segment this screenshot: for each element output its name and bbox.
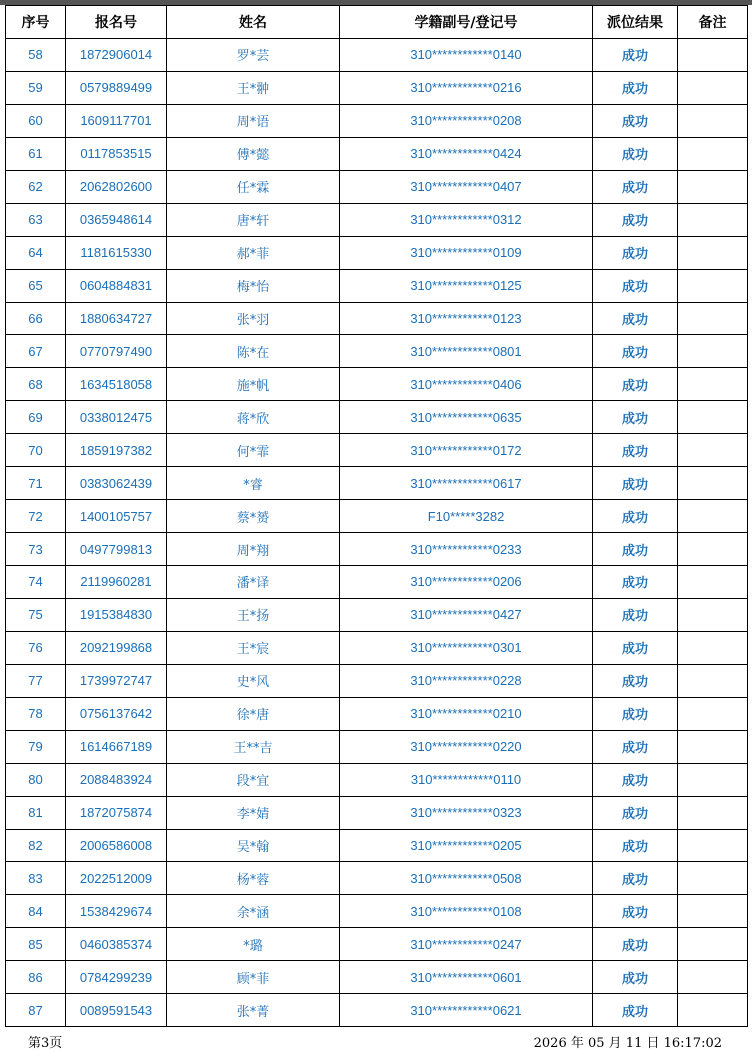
cell-serial: 82 bbox=[6, 829, 66, 862]
table-row bbox=[6, 39, 748, 72]
cell-result: 成功 bbox=[593, 533, 678, 566]
cell-name: 周*翔 bbox=[167, 533, 340, 566]
table-header bbox=[6, 6, 748, 39]
cell-serial: 69 bbox=[6, 401, 66, 434]
cell-result: 成功 bbox=[593, 796, 678, 829]
cell-serial: 85 bbox=[6, 928, 66, 961]
table-row bbox=[6, 467, 748, 500]
cell-result: 成功 bbox=[593, 104, 678, 137]
cell-note bbox=[678, 697, 748, 730]
cell-result: 成功 bbox=[593, 664, 678, 697]
cell-serial: 74 bbox=[6, 566, 66, 599]
cell-serial: 65 bbox=[6, 269, 66, 302]
cell-student-id: 310************0110 bbox=[340, 763, 593, 796]
cell-note bbox=[678, 39, 748, 72]
cell-result: 成功 bbox=[593, 236, 678, 269]
cell-note bbox=[678, 994, 748, 1027]
cell-serial: 76 bbox=[6, 631, 66, 664]
cell-name: 郝*菲 bbox=[167, 236, 340, 269]
header-registration-no: 报名号 bbox=[66, 6, 167, 39]
table-row bbox=[6, 533, 748, 566]
cell-student-id: 310************0301 bbox=[340, 631, 593, 664]
cell-serial: 63 bbox=[6, 203, 66, 236]
cell-name: 潘*译 bbox=[167, 566, 340, 599]
table-row bbox=[6, 500, 748, 533]
cell-result: 成功 bbox=[593, 829, 678, 862]
cell-note bbox=[678, 368, 748, 401]
cell-note bbox=[678, 566, 748, 599]
table-row bbox=[6, 862, 748, 895]
cell-student-id: 310************0108 bbox=[340, 895, 593, 928]
cell-result: 成功 bbox=[593, 500, 678, 533]
cell-student-id: 310************0233 bbox=[340, 533, 593, 566]
table-row bbox=[6, 434, 748, 467]
cell-note bbox=[678, 104, 748, 137]
cell-student-id: 310************0109 bbox=[340, 236, 593, 269]
table-row bbox=[6, 895, 748, 928]
cell-note bbox=[678, 730, 748, 763]
cell-result: 成功 bbox=[593, 434, 678, 467]
table-row bbox=[6, 236, 748, 269]
header-row bbox=[6, 6, 748, 39]
cell-registration-no: 2119960281 bbox=[66, 566, 167, 599]
cell-name: *睿 bbox=[167, 467, 340, 500]
cell-name: 张*羽 bbox=[167, 302, 340, 335]
cell-registration-no: 2022512009 bbox=[66, 862, 167, 895]
cell-registration-no: 1739972747 bbox=[66, 664, 167, 697]
cell-result: 成功 bbox=[593, 895, 678, 928]
cell-student-id: 310************0172 bbox=[340, 434, 593, 467]
header-name: 姓名 bbox=[167, 6, 340, 39]
cell-result: 成功 bbox=[593, 631, 678, 664]
cell-student-id: 310************0220 bbox=[340, 730, 593, 763]
cell-registration-no: 1400105757 bbox=[66, 500, 167, 533]
cell-name: 梅*怡 bbox=[167, 269, 340, 302]
header-student-id: 学籍副号/登记号 bbox=[340, 6, 593, 39]
cell-result: 成功 bbox=[593, 335, 678, 368]
cell-name: 蒋*欣 bbox=[167, 401, 340, 434]
table-row bbox=[6, 137, 748, 170]
cell-result: 成功 bbox=[593, 467, 678, 500]
cell-name: 段*宜 bbox=[167, 763, 340, 796]
cell-note bbox=[678, 763, 748, 796]
cell-registration-no: 1859197382 bbox=[66, 434, 167, 467]
cell-note bbox=[678, 796, 748, 829]
cell-note bbox=[678, 467, 748, 500]
cell-result: 成功 bbox=[593, 170, 678, 203]
cell-result: 成功 bbox=[593, 39, 678, 72]
cell-registration-no: 1614667189 bbox=[66, 730, 167, 763]
cell-result: 成功 bbox=[593, 697, 678, 730]
cell-note bbox=[678, 269, 748, 302]
cell-note bbox=[678, 170, 748, 203]
cell-serial: 71 bbox=[6, 467, 66, 500]
cell-note bbox=[678, 137, 748, 170]
cell-serial: 72 bbox=[6, 500, 66, 533]
cell-serial: 79 bbox=[6, 730, 66, 763]
cell-student-id: 310************0621 bbox=[340, 994, 593, 1027]
cell-result: 成功 bbox=[593, 137, 678, 170]
cell-student-id: 310************0407 bbox=[340, 170, 593, 203]
cell-name: 周*语 bbox=[167, 104, 340, 137]
table-row bbox=[6, 71, 748, 104]
header-result: 派位结果 bbox=[593, 6, 678, 39]
cell-name: 何*霏 bbox=[167, 434, 340, 467]
cell-registration-no: 1872075874 bbox=[66, 796, 167, 829]
cell-name: 施*帆 bbox=[167, 368, 340, 401]
table-row bbox=[6, 730, 748, 763]
table-row bbox=[6, 170, 748, 203]
cell-note bbox=[678, 71, 748, 104]
cell-student-id: 310************0206 bbox=[340, 566, 593, 599]
table-row bbox=[6, 302, 748, 335]
cell-registration-no: 0383062439 bbox=[66, 467, 167, 500]
cell-name: 唐*轩 bbox=[167, 203, 340, 236]
print-datetime: 2026 年 05 月 11 日 16:17:02 bbox=[533, 1036, 722, 1051]
page-number: 第3页 bbox=[28, 1036, 63, 1051]
cell-result: 成功 bbox=[593, 994, 678, 1027]
cell-student-id: 310************0635 bbox=[340, 401, 593, 434]
cell-name: 任*霖 bbox=[167, 170, 340, 203]
cell-name: *璐 bbox=[167, 928, 340, 961]
table-row bbox=[6, 203, 748, 236]
cell-note bbox=[678, 829, 748, 862]
cell-note bbox=[678, 862, 748, 895]
table-row bbox=[6, 994, 748, 1027]
cell-serial: 86 bbox=[6, 961, 66, 994]
table-row bbox=[6, 697, 748, 730]
cell-serial: 60 bbox=[6, 104, 66, 137]
cell-registration-no: 1915384830 bbox=[66, 598, 167, 631]
cell-result: 成功 bbox=[593, 302, 678, 335]
cell-registration-no: 0756137642 bbox=[66, 697, 167, 730]
table-row bbox=[6, 401, 748, 434]
cell-result: 成功 bbox=[593, 269, 678, 302]
cell-student-id: 310************0323 bbox=[340, 796, 593, 829]
table-row bbox=[6, 598, 748, 631]
table-row bbox=[6, 566, 748, 599]
cell-serial: 61 bbox=[6, 137, 66, 170]
cell-registration-no: 2062802600 bbox=[66, 170, 167, 203]
table-row bbox=[6, 664, 748, 697]
cell-serial: 81 bbox=[6, 796, 66, 829]
cell-student-id: 310************0406 bbox=[340, 368, 593, 401]
cell-note bbox=[678, 533, 748, 566]
cell-student-id: 310************0312 bbox=[340, 203, 593, 236]
cell-serial: 67 bbox=[6, 335, 66, 368]
table-row bbox=[6, 928, 748, 961]
cell-registration-no: 0770797490 bbox=[66, 335, 167, 368]
cell-student-id: 310************0601 bbox=[340, 961, 593, 994]
cell-note bbox=[678, 203, 748, 236]
cell-serial: 62 bbox=[6, 170, 66, 203]
cell-result: 成功 bbox=[593, 401, 678, 434]
cell-registration-no: 0497799813 bbox=[66, 533, 167, 566]
cell-student-id: 310************0140 bbox=[340, 39, 593, 72]
cell-student-id: 310************0123 bbox=[340, 302, 593, 335]
table-row bbox=[6, 104, 748, 137]
table-row bbox=[6, 961, 748, 994]
cell-serial: 77 bbox=[6, 664, 66, 697]
cell-student-id: F10*****3282 bbox=[340, 500, 593, 533]
cell-serial: 78 bbox=[6, 697, 66, 730]
cell-serial: 83 bbox=[6, 862, 66, 895]
cell-name: 余*涵 bbox=[167, 895, 340, 928]
cell-serial: 87 bbox=[6, 994, 66, 1027]
cell-student-id: 310************0208 bbox=[340, 104, 593, 137]
cell-name: 王**吉 bbox=[167, 730, 340, 763]
cell-student-id: 310************0508 bbox=[340, 862, 593, 895]
cell-note bbox=[678, 335, 748, 368]
cell-serial: 64 bbox=[6, 236, 66, 269]
cell-registration-no: 1538429674 bbox=[66, 895, 167, 928]
cell-student-id: 310************0247 bbox=[340, 928, 593, 961]
cell-serial: 68 bbox=[6, 368, 66, 401]
cell-registration-no: 1609117701 bbox=[66, 104, 167, 137]
cell-student-id: 310************0210 bbox=[340, 697, 593, 730]
cell-registration-no: 1181615330 bbox=[66, 236, 167, 269]
cell-result: 成功 bbox=[593, 203, 678, 236]
cell-serial: 70 bbox=[6, 434, 66, 467]
cell-name: 罗*芸 bbox=[167, 39, 340, 72]
cell-name: 陈*在 bbox=[167, 335, 340, 368]
allocation-table bbox=[5, 5, 748, 1027]
cell-serial: 59 bbox=[6, 71, 66, 104]
cell-student-id: 310************0424 bbox=[340, 137, 593, 170]
table-body bbox=[6, 39, 748, 1027]
cell-result: 成功 bbox=[593, 71, 678, 104]
cell-note bbox=[678, 500, 748, 533]
cell-registration-no: 2006586008 bbox=[66, 829, 167, 862]
cell-student-id: 310************0125 bbox=[340, 269, 593, 302]
cell-note bbox=[678, 664, 748, 697]
cell-note bbox=[678, 928, 748, 961]
cell-name: 王*宸 bbox=[167, 631, 340, 664]
cell-student-id: 310************0228 bbox=[340, 664, 593, 697]
cell-name: 王*翀 bbox=[167, 71, 340, 104]
cell-note bbox=[678, 302, 748, 335]
header-serial: 序号 bbox=[6, 6, 66, 39]
cell-registration-no: 1872906014 bbox=[66, 39, 167, 72]
cell-name: 张*菁 bbox=[167, 994, 340, 1027]
cell-serial: 58 bbox=[6, 39, 66, 72]
cell-note bbox=[678, 598, 748, 631]
cell-result: 成功 bbox=[593, 862, 678, 895]
cell-registration-no: 1880634727 bbox=[66, 302, 167, 335]
cell-name: 顾*菲 bbox=[167, 961, 340, 994]
cell-name: 傅*懿 bbox=[167, 137, 340, 170]
table-row bbox=[6, 631, 748, 664]
cell-result: 成功 bbox=[593, 961, 678, 994]
cell-note bbox=[678, 401, 748, 434]
cell-result: 成功 bbox=[593, 763, 678, 796]
cell-name: 王*扬 bbox=[167, 598, 340, 631]
cell-registration-no: 0089591543 bbox=[66, 994, 167, 1027]
table-row bbox=[6, 796, 748, 829]
cell-note bbox=[678, 631, 748, 664]
cell-serial: 66 bbox=[6, 302, 66, 335]
cell-name: 李*婧 bbox=[167, 796, 340, 829]
header-note: 备注 bbox=[678, 6, 748, 39]
cell-name: 史*风 bbox=[167, 664, 340, 697]
table-row bbox=[6, 269, 748, 302]
cell-registration-no: 0784299239 bbox=[66, 961, 167, 994]
cell-serial: 73 bbox=[6, 533, 66, 566]
cell-registration-no: 2088483924 bbox=[66, 763, 167, 796]
cell-registration-no: 0117853515 bbox=[66, 137, 167, 170]
cell-note bbox=[678, 236, 748, 269]
cell-student-id: 310************0216 bbox=[340, 71, 593, 104]
cell-note bbox=[678, 434, 748, 467]
cell-serial: 84 bbox=[6, 895, 66, 928]
cell-serial: 75 bbox=[6, 598, 66, 631]
cell-student-id: 310************0617 bbox=[340, 467, 593, 500]
table-row bbox=[6, 368, 748, 401]
table-row bbox=[6, 829, 748, 862]
cell-student-id: 310************0205 bbox=[340, 829, 593, 862]
cell-registration-no: 0365948614 bbox=[66, 203, 167, 236]
cell-registration-no: 2092199868 bbox=[66, 631, 167, 664]
cell-name: 蔡*赟 bbox=[167, 500, 340, 533]
cell-registration-no: 0579889499 bbox=[66, 71, 167, 104]
table-row bbox=[6, 763, 748, 796]
cell-name: 杨*蓉 bbox=[167, 862, 340, 895]
cell-student-id: 310************0427 bbox=[340, 598, 593, 631]
cell-name: 吴*翰 bbox=[167, 829, 340, 862]
cell-serial: 80 bbox=[6, 763, 66, 796]
cell-result: 成功 bbox=[593, 598, 678, 631]
cell-result: 成功 bbox=[593, 368, 678, 401]
cell-name: 徐*唐 bbox=[167, 697, 340, 730]
cell-student-id: 310************0801 bbox=[340, 335, 593, 368]
cell-registration-no: 1634518058 bbox=[66, 368, 167, 401]
cell-note bbox=[678, 961, 748, 994]
cell-result: 成功 bbox=[593, 730, 678, 763]
cell-note bbox=[678, 895, 748, 928]
cell-registration-no: 0338012475 bbox=[66, 401, 167, 434]
cell-result: 成功 bbox=[593, 566, 678, 599]
cell-registration-no: 0604884831 bbox=[66, 269, 167, 302]
table-row bbox=[6, 335, 748, 368]
cell-result: 成功 bbox=[593, 928, 678, 961]
cell-registration-no: 0460385374 bbox=[66, 928, 167, 961]
